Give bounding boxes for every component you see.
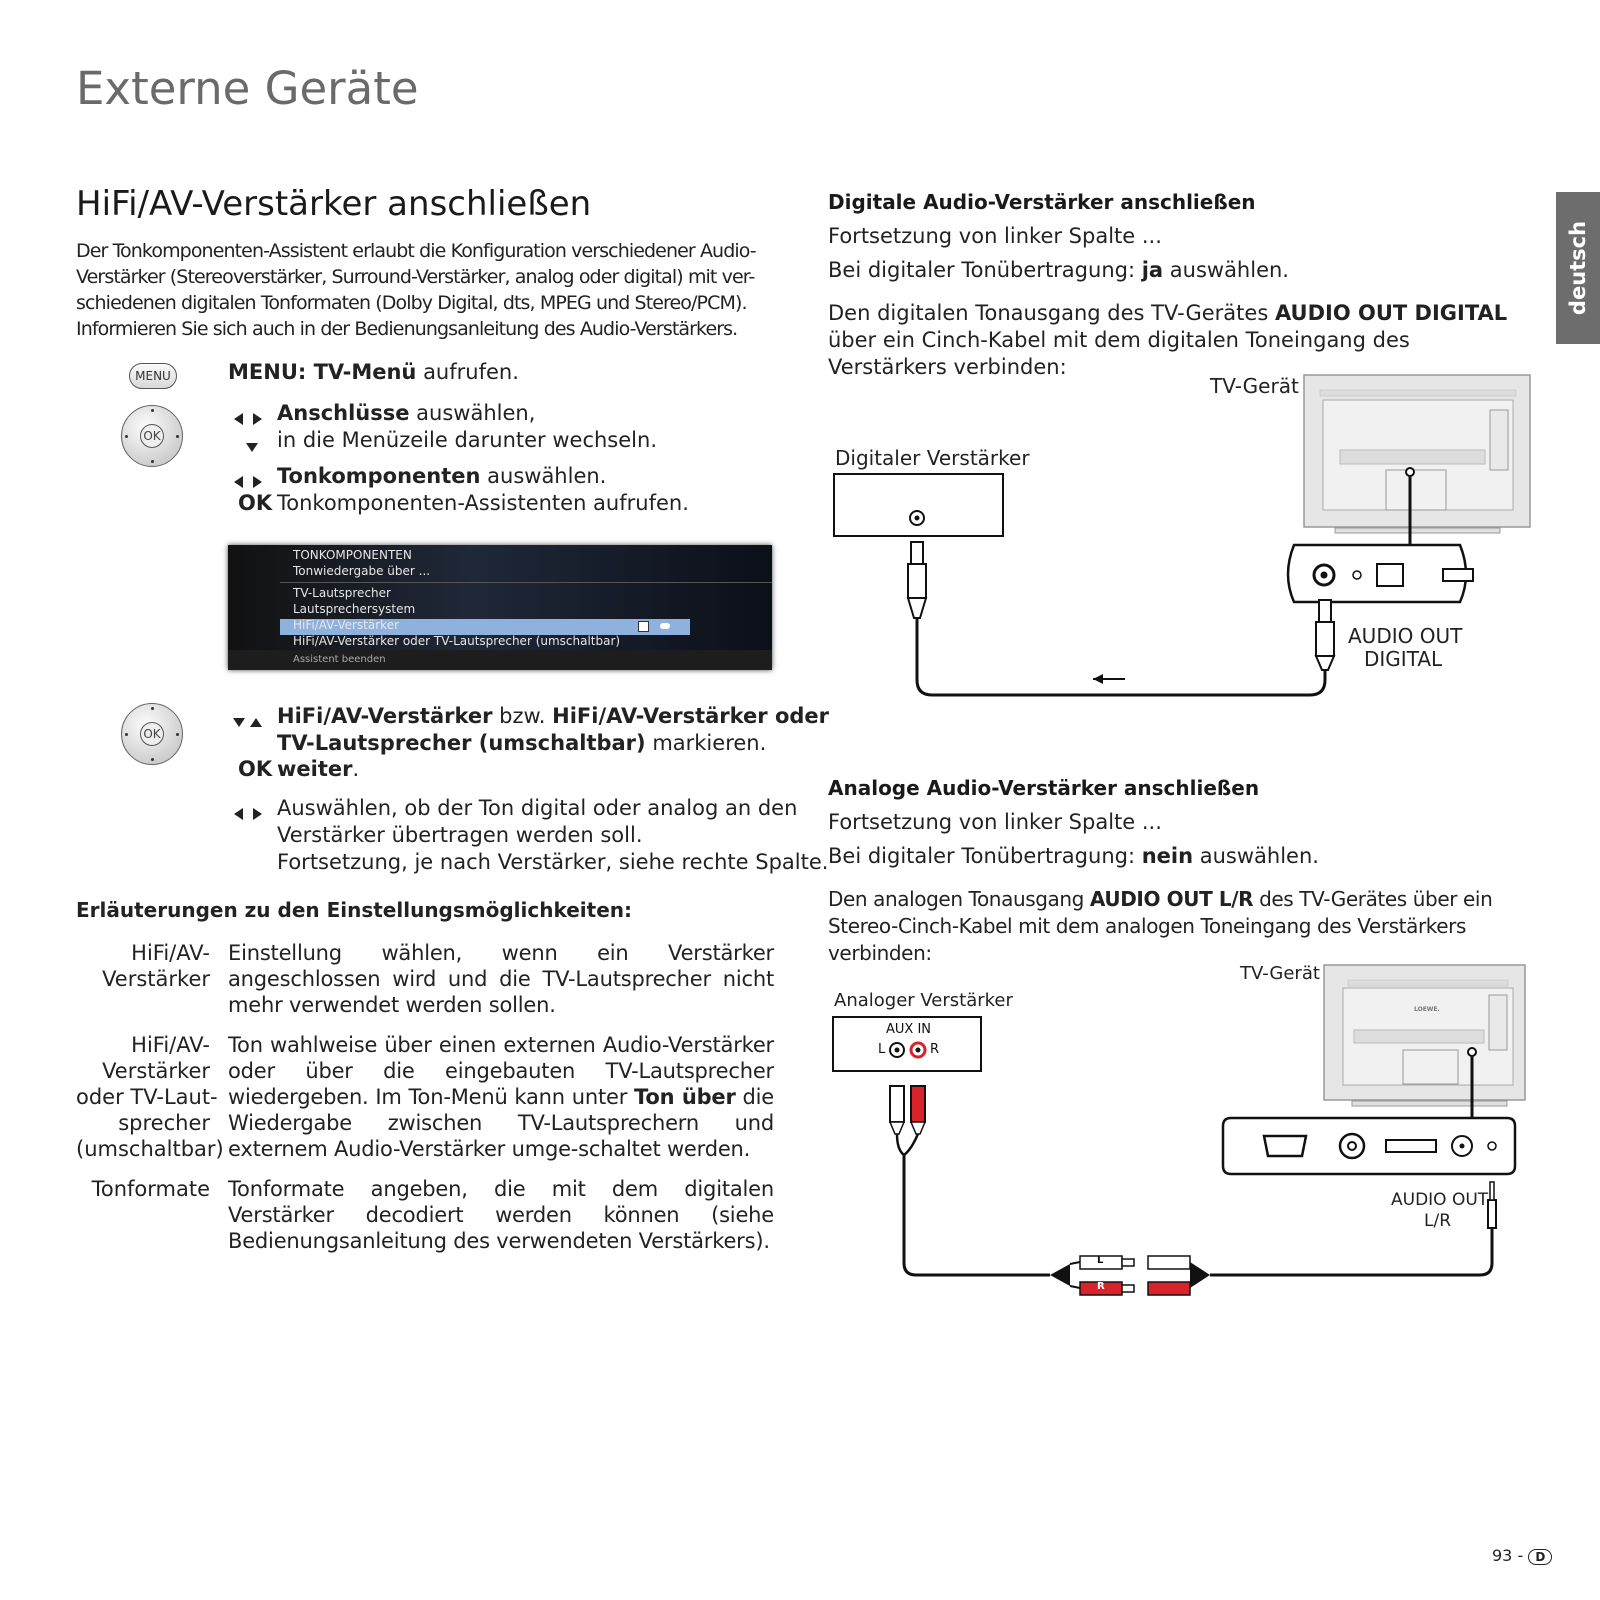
digital-paragraph: Den digitalen Tonausgang des TV-Gerätes AUDIO OUT DIGITAL über ein Cinch-Kabel mit dem digitalen Toneingang des Verstärkers verbinden: xyxy=(828,301,1508,379)
osd-item-hifi-or-tv: HiFi/AV-Verstärker oder TV-Lautsprecher (umschaltbar) xyxy=(293,634,621,648)
osd-footer: Assistent beenden xyxy=(293,654,386,665)
def-label-switchable: HiFi/AV- Verstärker oder TV-Laut- sprecher (umschaltbar) xyxy=(76,1033,224,1161)
explain-heading: Erläuterungen zu den Einstellungsmöglichkeiten: xyxy=(76,898,633,922)
analog-cont: Fortsetzung von linker Spalte ... xyxy=(828,810,1162,834)
analog-out-label-1: AUDIO OUT xyxy=(1391,1190,1489,1210)
step-auswaehlen-3: Fortsetzung, je nach Verstärker, siehe rechte Spalte. xyxy=(277,850,829,874)
digital-amplifier-box xyxy=(834,474,1003,536)
analog-tv-label: TV-Gerät xyxy=(1240,963,1320,984)
step-anschluesse: Anschlüsse auswählen, xyxy=(277,401,536,425)
ok-key-label: OK xyxy=(238,491,273,515)
section-title: HiFi/AV-Verstärker anschließen xyxy=(76,184,592,224)
intro-line-2: Verstärker (Stereoverstärker, Surround-Verstärker, analog oder digital) mit ver- xyxy=(76,266,755,288)
osd-item-hifi-av: HiFi/AV-Verstärker xyxy=(293,618,400,632)
tv-rear-view-digital xyxy=(1304,375,1530,533)
step-markieren-1: HiFi/AV-Verstärker bzw. HiFi/AV-Verstärker oder xyxy=(277,704,830,728)
step-menu: MENU: TV-Menü aufrufen. xyxy=(228,360,519,384)
digital-amp-label: Digitaler Verstärker xyxy=(835,446,1030,470)
page-number: 93 - D xyxy=(1492,1546,1552,1565)
tv-brand-logo-2: LOEWE. xyxy=(1414,1006,1440,1013)
step-tonkomponenten: Tonkomponenten auswählen. xyxy=(277,464,607,488)
step-menuzeile: in die Menüzeile darunter wechseln. xyxy=(277,428,657,452)
menu-button-icon: MENU xyxy=(129,363,177,389)
language-badge: D xyxy=(1528,1549,1552,1565)
def-desc-switchable: Ton wahlweise über einen externen Audio-Verstärker oder über die eingebauten TV-Lautsprecher wiedergeben. Im Ton-Menü kann unter Ton über die Wiedergabe zwischen TV-Lautsprechern und externem Audio-Verstärker umge-schaltet werden. xyxy=(228,1033,774,1161)
osd-subtitle: Tonwiedergabe über ... xyxy=(293,564,431,578)
osd-item-tv-lautsprecher: TV-Lautsprecher xyxy=(293,586,391,600)
step-auswaehlen-1: Auswählen, ob der Ton digital oder analog an den xyxy=(277,796,798,820)
ok-key-label-2: OK xyxy=(238,757,273,781)
ok-icon-label-2: OK xyxy=(140,722,164,746)
osd-title: TONKOMPONENTEN xyxy=(293,548,412,562)
step-weiter: weiter. xyxy=(277,757,360,781)
analog-select: Bei digitaler Tonübertragung: nein auswählen. xyxy=(828,844,1319,868)
tv-rear-view-analog xyxy=(1324,965,1525,1106)
aux-in-label: AUX IN xyxy=(886,1022,932,1037)
digital-tv-label: TV-Gerät xyxy=(1210,374,1299,398)
analog-heading: Analoge Audio-Verstärker anschließen xyxy=(828,776,1260,800)
intro-line-3: schiedenen digitalen Tonformaten (Dolby Digital, dts, MPEG und Stereo/PCM). xyxy=(76,292,747,314)
analog-out-label-2: L/R xyxy=(1424,1211,1452,1231)
language-tab-label: deutsch xyxy=(1566,220,1590,316)
digital-out-label-2: DIGITAL xyxy=(1364,647,1443,671)
digital-cinch-cable xyxy=(908,542,1334,695)
intro-line-4: Informieren Sie sich auch in der Bedienungsanleitung des Audio-Verstärkers. xyxy=(76,318,738,340)
def-desc-hifi: Einstellung wählen, wenn ein Verstärker angeschlossen wird und die TV-Lautsprecher nicht mehr verwendet werden sollen. xyxy=(228,941,774,1017)
aux-l-label: L xyxy=(878,1042,886,1057)
digital-out-label-1: AUDIO OUT xyxy=(1348,624,1463,648)
step-auswaehlen-2: Verstärker übertragen werden soll. xyxy=(277,823,643,847)
page-title: Externe Geräte xyxy=(76,62,419,115)
osd-item-lautsprechersystem: Lautsprechersystem xyxy=(293,602,416,616)
plug-l-label: L xyxy=(1097,1255,1104,1266)
digital-heading: Digitale Audio-Verstärker anschließen xyxy=(828,190,1256,214)
plug-r-label: R xyxy=(1097,1281,1105,1292)
def-label-tonformate: Tonformate xyxy=(91,1177,210,1201)
intro-line-1: Der Tonkomponenten-Assistent erlaubt die Konfiguration verschiedener Audio- xyxy=(76,240,756,262)
step-assistent: Tonkomponenten-Assistenten aufrufen. xyxy=(277,491,689,515)
analog-paragraph: Den analogen Tonausgang AUDIO OUT L/R des TV-Gerätes über ein Stereo-Cinch-Kabel mit dem analogen Toneingang des Verstärkers verbinden: xyxy=(828,887,1493,965)
def-label-hifi: HiFi/AV- Verstärker xyxy=(102,941,210,991)
ok-icon-label: OK xyxy=(140,424,164,448)
def-desc-tonformate: Tonformate angeben, die mit dem digitalen Verstärker decodiert werden können (siehe Bedienungsanleitung des verwendeten Verstärkers). xyxy=(228,1177,774,1253)
digital-select: Bei digitaler Tonübertragung: ja auswählen. xyxy=(828,258,1289,282)
aux-r-label: R xyxy=(930,1042,940,1057)
digital-cont: Fortsetzung von linker Spalte ... xyxy=(828,224,1162,248)
step-markieren-2: TV-Lautsprecher (umschaltbar) markieren. xyxy=(277,731,767,755)
analog-amp-label: Analoger Verstärker xyxy=(834,990,1013,1011)
